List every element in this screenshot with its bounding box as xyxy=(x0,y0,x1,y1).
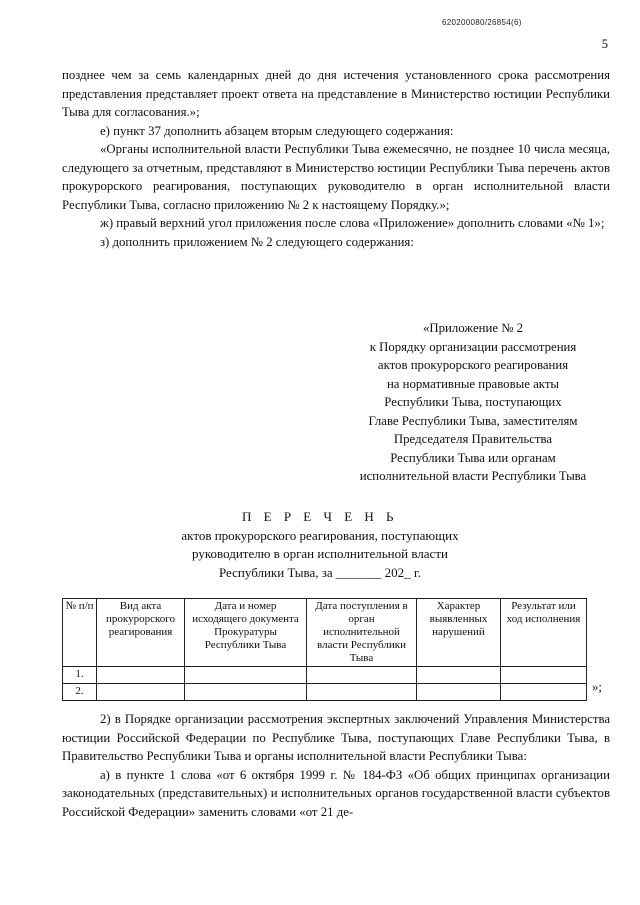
document-code: 620200080/26854(6) xyxy=(442,18,522,27)
list-subtitle-line: руководителю в орган исполнительной власти xyxy=(192,546,448,561)
list-title-block xyxy=(0,508,640,582)
table-cell xyxy=(501,667,587,684)
paragraph: е) пункт 37 дополнить абзацем вторым следующего содержания: xyxy=(100,123,454,138)
table-cell xyxy=(307,667,417,684)
appendix-line: на нормативные правовые акты xyxy=(386,376,560,391)
table-row xyxy=(63,684,587,701)
list-title: П Е Р Е Ч Е Н Ь xyxy=(242,509,398,524)
top-text-block xyxy=(62,66,610,251)
appendix-line: Председателя Правительства xyxy=(393,432,553,446)
table-cell: 1. xyxy=(63,667,97,684)
list-subtitle-line: актов прокурорского реагирования, поступающих xyxy=(181,527,459,543)
table-cell xyxy=(501,684,587,701)
appendix-heading xyxy=(340,319,606,486)
paragraph: а) в пункте 1 слова «от 6 октября 1999 г. № 184-ФЗ «Об общих принципах организации законодательных (представительных) и исполнительных органов государственной власти субъектов Российской Федерации» заменить словами «от 21 де- xyxy=(62,767,610,819)
table-header-cell: Дата поступления в орган исполнительной власти Республики Тыва xyxy=(307,599,417,667)
acts-table-wrapper xyxy=(62,598,586,701)
paragraph: ж) правый верхний угол приложения после слова «Приложение» дополнить словами «№ 1»; xyxy=(100,216,605,230)
table-cell xyxy=(97,667,185,684)
table-header-cell: Характер выявленных нарушений xyxy=(417,599,501,667)
page-number: 5 xyxy=(601,37,608,51)
table-cell xyxy=(97,684,185,701)
paragraph: 2) в Порядке организации рассмотрения экспертных заключений Управления Министерства юстиции Российской Федерации по Республике Тыва, поступающих Главе Республики Тыва, в Правительство Республики Тыва и органы исполнительной власти Республики Тыва: xyxy=(62,712,610,763)
table-closing-quote: »; xyxy=(592,680,602,694)
table-header-row xyxy=(63,599,587,667)
table-cell xyxy=(185,684,307,701)
appendix-line: Республики Тыва или органам xyxy=(390,450,556,465)
appendix-line: к Порядку организации рассмотрения xyxy=(369,339,577,354)
appendix-line: Республики Тыва, поступающих xyxy=(384,395,562,409)
acts-table xyxy=(62,598,587,701)
list-subtitle-line: Республики Тыва, за _______ 202_ г. xyxy=(218,564,421,580)
table-cell: 2. xyxy=(63,684,97,701)
appendix-line: исполнительной власти Республики Тыва xyxy=(359,469,587,483)
appendix-line: Главе Республики Тыва, заместителям xyxy=(368,413,578,428)
table-cell xyxy=(417,667,501,684)
table-cell xyxy=(185,667,307,684)
appendix-line: актов прокурорского реагирования xyxy=(377,358,569,372)
paragraph: «Органы исполнительной власти Республики Тыва ежемесячно, не позднее 10 числа месяца, следующего за отчетным, представляют в Министерство юстиции Республики Тыва перечень актов прокурорского реагирования, поступающих руководителю в орган исполнительной власти Республики Тыва, согласно приложению № 2 к настоящему Порядку.»; xyxy=(62,142,610,212)
paragraph: з) дополнить приложением № 2 следующего содержания: xyxy=(100,234,414,249)
paragraph: позднее чем за семь календарных дней до дня истечения установленного срока рассмотрения представления представляет проект ответа на представление в Министерство юстиции Республики Тыва для согласования.»; xyxy=(62,68,610,119)
table-header-cell: Вид акта прокурорского реагирования xyxy=(97,599,185,667)
table-cell xyxy=(417,684,501,701)
table-header-cell: № п/п xyxy=(63,599,97,667)
table-row xyxy=(63,667,587,684)
table-header-cell: Дата и номер исходящего документа Прокуратуры Республики Тыва xyxy=(185,599,307,667)
bottom-text-block xyxy=(62,710,610,821)
table-header-cell: Результат или ход исполнения xyxy=(501,599,587,667)
appendix-line: «Приложение № 2 xyxy=(422,321,524,335)
table-cell xyxy=(307,684,417,701)
